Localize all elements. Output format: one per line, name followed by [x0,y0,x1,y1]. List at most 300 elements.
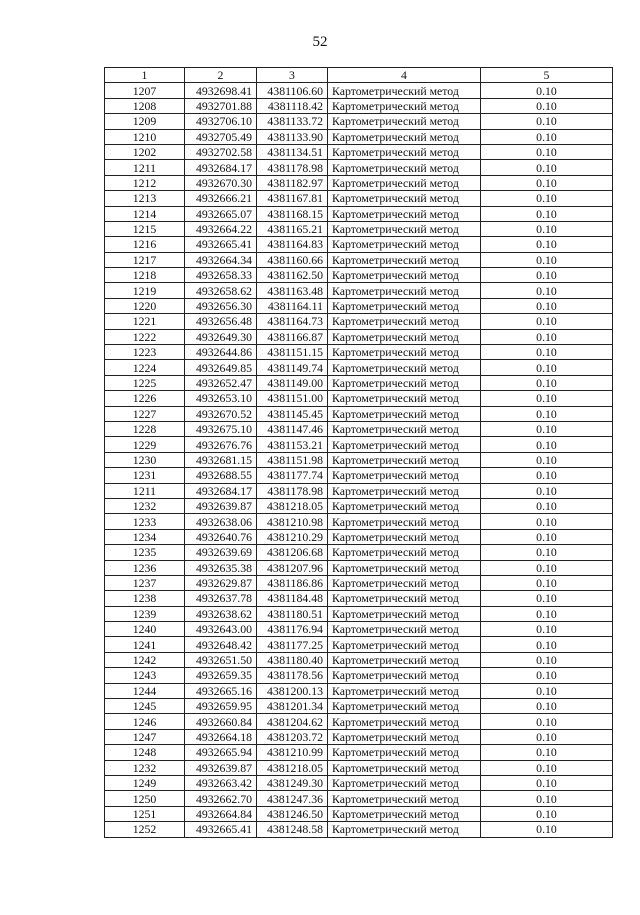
method-cell: Картометрический метод [328,729,481,744]
y-coordinate-cell: 4381180.40 [257,652,328,667]
accuracy-cell: 0.10 [481,83,613,98]
x-coordinate-cell: 4932663.42 [185,775,257,790]
method-cell: Картометрический метод [328,545,481,560]
y-coordinate-cell: 4381134.51 [257,144,328,159]
point-number-cell: 1208 [105,98,185,113]
point-number-cell: 1246 [105,714,185,729]
point-number-cell: 1235 [105,545,185,560]
y-coordinate-cell: 4381149.74 [257,360,328,375]
y-coordinate-cell: 4381178.56 [257,668,328,683]
table-row [105,175,613,190]
table-row [105,114,613,129]
y-coordinate-cell: 4381203.72 [257,729,328,744]
method-cell: Картометрический метод [328,575,481,590]
x-coordinate-cell: 4932681.15 [185,452,257,467]
x-coordinate-cell: 4932656.48 [185,314,257,329]
table-row [105,298,613,313]
x-coordinate-cell: 4932670.52 [185,406,257,421]
method-cell: Картометрический метод [328,391,481,406]
accuracy-cell: 0.10 [481,406,613,421]
method-cell: Картометрический метод [328,529,481,544]
y-coordinate-cell: 4381153.21 [257,437,328,452]
accuracy-cell: 0.10 [481,822,613,837]
method-cell: Картометрический метод [328,298,481,313]
y-coordinate-cell: 4381151.00 [257,391,328,406]
method-cell: Картометрический метод [328,437,481,452]
accuracy-cell: 0.10 [481,791,613,806]
point-number-cell: 1249 [105,775,185,790]
table-row [105,683,613,698]
point-number-cell: 1217 [105,252,185,267]
table-row [105,668,613,683]
y-coordinate-cell: 4381133.90 [257,129,328,144]
y-coordinate-cell: 4381178.98 [257,160,328,175]
table-row [105,652,613,667]
x-coordinate-cell: 4932670.30 [185,175,257,190]
y-coordinate-cell: 4381133.72 [257,114,328,129]
x-coordinate-cell: 4932664.18 [185,729,257,744]
table-row [105,529,613,544]
x-coordinate-cell: 4932665.16 [185,683,257,698]
accuracy-cell: 0.10 [481,329,613,344]
method-cell: Картометрический метод [328,114,481,129]
accuracy-cell: 0.10 [481,314,613,329]
table-row [105,745,613,760]
x-coordinate-cell: 4932706.10 [185,114,257,129]
point-number-cell: 1251 [105,806,185,821]
point-number-cell: 1240 [105,622,185,637]
accuracy-cell: 0.10 [481,760,613,775]
y-coordinate-cell: 4381248.58 [257,822,328,837]
y-coordinate-cell: 4381210.29 [257,529,328,544]
accuracy-cell: 0.10 [481,452,613,467]
method-cell: Картометрический метод [328,221,481,236]
table-row [105,160,613,175]
x-coordinate-cell: 4932649.30 [185,329,257,344]
column-header: 5 [481,68,613,83]
accuracy-cell: 0.10 [481,699,613,714]
y-coordinate-cell: 4381186.86 [257,575,328,590]
method-cell: Картометрический метод [328,791,481,806]
table-row [105,206,613,221]
method-cell: Картометрический метод [328,714,481,729]
point-number-cell: 1245 [105,699,185,714]
point-number-cell: 1243 [105,668,185,683]
x-coordinate-cell: 4932705.49 [185,129,257,144]
accuracy-cell: 0.10 [481,114,613,129]
x-coordinate-cell: 4932659.35 [185,668,257,683]
x-coordinate-cell: 4932688.55 [185,468,257,483]
table-row [105,483,613,498]
x-coordinate-cell: 4932684.17 [185,160,257,175]
y-coordinate-cell: 4381163.48 [257,283,328,298]
y-coordinate-cell: 4381207.96 [257,560,328,575]
table-row [105,806,613,821]
accuracy-cell: 0.10 [481,98,613,113]
method-cell: Картометрический метод [328,452,481,467]
table-row [105,421,613,436]
table-row [105,822,613,837]
y-coordinate-cell: 4381210.98 [257,514,328,529]
accuracy-cell: 0.10 [481,668,613,683]
y-coordinate-cell: 4381218.05 [257,760,328,775]
table-row [105,775,613,790]
point-number-cell: 1221 [105,314,185,329]
y-coordinate-cell: 4381118.42 [257,98,328,113]
y-coordinate-cell: 4381247.36 [257,791,328,806]
table-row [105,268,613,283]
column-header: 4 [328,68,481,83]
table-row [105,283,613,298]
point-number-cell: 1214 [105,206,185,221]
method-cell: Картометрический метод [328,98,481,113]
table-row [105,406,613,421]
x-coordinate-cell: 4932638.06 [185,514,257,529]
table-row [105,360,613,375]
point-number-cell: 1219 [105,283,185,298]
x-coordinate-cell: 4932665.94 [185,745,257,760]
point-number-cell: 1210 [105,129,185,144]
accuracy-cell: 0.10 [481,421,613,436]
y-coordinate-cell: 4381249.30 [257,775,328,790]
x-coordinate-cell: 4932639.87 [185,498,257,513]
y-coordinate-cell: 4381246.50 [257,806,328,821]
x-coordinate-cell: 4932664.34 [185,252,257,267]
y-coordinate-cell: 4381178.98 [257,483,328,498]
y-coordinate-cell: 4381166.87 [257,329,328,344]
method-cell: Картометрический метод [328,144,481,159]
point-number-cell: 1252 [105,822,185,837]
point-number-cell: 1228 [105,421,185,436]
method-cell: Картометрический метод [328,683,481,698]
method-cell: Картометрический метод [328,237,481,252]
accuracy-cell: 0.10 [481,545,613,560]
method-cell: Картометрический метод [328,191,481,206]
table-row [105,791,613,806]
point-number-cell: 1227 [105,406,185,421]
method-cell: Картометрический метод [328,483,481,498]
y-coordinate-cell: 4381164.11 [257,298,328,313]
method-cell: Картометрический метод [328,514,481,529]
accuracy-cell: 0.10 [481,514,613,529]
table-row [105,221,613,236]
method-cell: Картометрический метод [328,699,481,714]
method-cell: Картометрический метод [328,745,481,760]
method-cell: Картометрический метод [328,606,481,621]
x-coordinate-cell: 4932658.62 [185,283,257,298]
table-row [105,329,613,344]
method-cell: Картометрический метод [328,329,481,344]
method-cell: Картометрический метод [328,314,481,329]
point-number-cell: 1223 [105,345,185,360]
point-number-cell: 1213 [105,191,185,206]
x-coordinate-cell: 4932665.41 [185,237,257,252]
point-number-cell: 1244 [105,683,185,698]
x-coordinate-cell: 4932637.78 [185,591,257,606]
table-row [105,314,613,329]
accuracy-cell: 0.10 [481,745,613,760]
x-coordinate-cell: 4932639.87 [185,760,257,775]
y-coordinate-cell: 4381168.15 [257,206,328,221]
point-number-cell: 1211 [105,160,185,175]
accuracy-cell: 0.10 [481,437,613,452]
accuracy-cell: 0.10 [481,622,613,637]
point-number-cell: 1224 [105,360,185,375]
point-number-cell: 1207 [105,83,185,98]
y-coordinate-cell: 4381160.66 [257,252,328,267]
y-coordinate-cell: 4381182.97 [257,175,328,190]
accuracy-cell: 0.10 [481,144,613,159]
table-row [105,391,613,406]
method-cell: Картометрический метод [328,252,481,267]
accuracy-cell: 0.10 [481,283,613,298]
method-cell: Картометрический метод [328,775,481,790]
accuracy-cell: 0.10 [481,683,613,698]
method-cell: Картометрический метод [328,622,481,637]
table-row [105,714,613,729]
table-row [105,191,613,206]
point-number-cell: 1248 [105,745,185,760]
point-number-cell: 1220 [105,298,185,313]
table-row [105,545,613,560]
method-cell: Картометрический метод [328,129,481,144]
y-coordinate-cell: 4381151.15 [257,345,328,360]
y-coordinate-cell: 4381106.60 [257,83,328,98]
table-row [105,129,613,144]
method-cell: Картометрический метод [328,822,481,837]
y-coordinate-cell: 4381210.99 [257,745,328,760]
y-coordinate-cell: 4381167.81 [257,191,328,206]
table-row [105,498,613,513]
y-coordinate-cell: 4381206.68 [257,545,328,560]
method-cell: Картометрический метод [328,421,481,436]
table-row [105,760,613,775]
y-coordinate-cell: 4381184.48 [257,591,328,606]
point-number-cell: 1226 [105,391,185,406]
y-coordinate-cell: 4381180.51 [257,606,328,621]
y-coordinate-cell: 4381145.45 [257,406,328,421]
table-header-row [105,68,613,83]
table-row [105,437,613,452]
accuracy-cell: 0.10 [481,129,613,144]
x-coordinate-cell: 4932662.70 [185,791,257,806]
method-cell: Картометрический метод [328,591,481,606]
x-coordinate-cell: 4932629.87 [185,575,257,590]
table-row [105,468,613,483]
y-coordinate-cell: 4381164.83 [257,237,328,252]
accuracy-cell: 0.10 [481,237,613,252]
method-cell: Картометрический метод [328,668,481,683]
point-number-cell: 1202 [105,144,185,159]
accuracy-cell: 0.10 [481,268,613,283]
coordinates-table [104,67,613,838]
point-number-cell: 1222 [105,329,185,344]
accuracy-cell: 0.10 [481,468,613,483]
y-coordinate-cell: 4381218.05 [257,498,328,513]
method-cell: Картометрический метод [328,160,481,175]
x-coordinate-cell: 4932649.85 [185,360,257,375]
point-number-cell: 1209 [105,114,185,129]
method-cell: Картометрический метод [328,560,481,575]
table-row [105,514,613,529]
x-coordinate-cell: 4932698.41 [185,83,257,98]
accuracy-cell: 0.10 [481,652,613,667]
y-coordinate-cell: 4381151.98 [257,452,328,467]
table-row [105,345,613,360]
x-coordinate-cell: 4932643.00 [185,622,257,637]
point-number-cell: 1238 [105,591,185,606]
accuracy-cell: 0.10 [481,252,613,267]
table-body [105,83,613,837]
x-coordinate-cell: 4932644.86 [185,345,257,360]
method-cell: Картометрический метод [328,206,481,221]
point-number-cell: 1232 [105,760,185,775]
x-coordinate-cell: 4932665.41 [185,822,257,837]
x-coordinate-cell: 4932675.10 [185,421,257,436]
page-number: 52 [312,34,328,50]
method-cell: Картометрический метод [328,652,481,667]
accuracy-cell: 0.10 [481,360,613,375]
column-header: 2 [185,68,257,83]
y-coordinate-cell: 4381176.94 [257,622,328,637]
x-coordinate-cell: 4932652.47 [185,375,257,390]
accuracy-cell: 0.10 [481,560,613,575]
point-number-cell: 1212 [105,175,185,190]
x-coordinate-cell: 4932664.22 [185,221,257,236]
table-row [105,591,613,606]
accuracy-cell: 0.10 [481,191,613,206]
point-number-cell: 1247 [105,729,185,744]
method-cell: Картометрический метод [328,406,481,421]
method-cell: Картометрический метод [328,375,481,390]
x-coordinate-cell: 4932639.69 [185,545,257,560]
accuracy-cell: 0.10 [481,206,613,221]
accuracy-cell: 0.10 [481,298,613,313]
method-cell: Картометрический метод [328,760,481,775]
method-cell: Картометрический метод [328,498,481,513]
table-row [105,575,613,590]
x-coordinate-cell: 4932665.07 [185,206,257,221]
accuracy-cell: 0.10 [481,729,613,744]
y-coordinate-cell: 4381149.00 [257,375,328,390]
accuracy-cell: 0.10 [481,175,613,190]
method-cell: Картометрический метод [328,637,481,652]
point-number-cell: 1215 [105,221,185,236]
method-cell: Картометрический метод [328,468,481,483]
point-number-cell: 1236 [105,560,185,575]
y-coordinate-cell: 4381201.34 [257,699,328,714]
accuracy-cell: 0.10 [481,606,613,621]
point-number-cell: 1211 [105,483,185,498]
point-number-cell: 1241 [105,637,185,652]
accuracy-cell: 0.10 [481,498,613,513]
y-coordinate-cell: 4381164.73 [257,314,328,329]
y-coordinate-cell: 4381177.25 [257,637,328,652]
method-cell: Картометрический метод [328,360,481,375]
accuracy-cell: 0.10 [481,775,613,790]
table-row [105,699,613,714]
accuracy-cell: 0.10 [481,160,613,175]
x-coordinate-cell: 4932638.62 [185,606,257,621]
y-coordinate-cell: 4381162.50 [257,268,328,283]
y-coordinate-cell: 4381165.21 [257,221,328,236]
table-row [105,237,613,252]
x-coordinate-cell: 4932702.58 [185,144,257,159]
x-coordinate-cell: 4932664.84 [185,806,257,821]
x-coordinate-cell: 4932640.76 [185,529,257,544]
method-cell: Картометрический метод [328,268,481,283]
point-number-cell: 1230 [105,452,185,467]
column-header: 1 [105,68,185,83]
accuracy-cell: 0.10 [481,391,613,406]
point-number-cell: 1237 [105,575,185,590]
table-row [105,83,613,98]
accuracy-cell: 0.10 [481,221,613,236]
table-row [105,144,613,159]
column-header: 3 [257,68,328,83]
point-number-cell: 1233 [105,514,185,529]
table-row [105,252,613,267]
x-coordinate-cell: 4932635.38 [185,560,257,575]
x-coordinate-cell: 4932659.95 [185,699,257,714]
method-cell: Картометрический метод [328,175,481,190]
method-cell: Картометрический метод [328,283,481,298]
accuracy-cell: 0.10 [481,483,613,498]
method-cell: Картометрический метод [328,83,481,98]
point-number-cell: 1234 [105,529,185,544]
table-row [105,452,613,467]
table-row [105,729,613,744]
accuracy-cell: 0.10 [481,375,613,390]
table-row [105,637,613,652]
accuracy-cell: 0.10 [481,637,613,652]
accuracy-cell: 0.10 [481,575,613,590]
point-number-cell: 1229 [105,437,185,452]
point-number-cell: 1239 [105,606,185,621]
accuracy-cell: 0.10 [481,714,613,729]
x-coordinate-cell: 4932658.33 [185,268,257,283]
x-coordinate-cell: 4932666.21 [185,191,257,206]
x-coordinate-cell: 4932676.76 [185,437,257,452]
table-row [105,560,613,575]
table-row [105,375,613,390]
y-coordinate-cell: 4381204.62 [257,714,328,729]
accuracy-cell: 0.10 [481,529,613,544]
y-coordinate-cell: 4381177.74 [257,468,328,483]
point-number-cell: 1225 [105,375,185,390]
x-coordinate-cell: 4932653.10 [185,391,257,406]
y-coordinate-cell: 4381200.13 [257,683,328,698]
point-number-cell: 1250 [105,791,185,806]
x-coordinate-cell: 4932648.42 [185,637,257,652]
point-number-cell: 1218 [105,268,185,283]
point-number-cell: 1232 [105,498,185,513]
accuracy-cell: 0.10 [481,345,613,360]
accuracy-cell: 0.10 [481,806,613,821]
table-row [105,622,613,637]
point-number-cell: 1231 [105,468,185,483]
x-coordinate-cell: 4932651.50 [185,652,257,667]
point-number-cell: 1216 [105,237,185,252]
x-coordinate-cell: 4932660.84 [185,714,257,729]
table-row [105,98,613,113]
x-coordinate-cell: 4932701.88 [185,98,257,113]
x-coordinate-cell: 4932684.17 [185,483,257,498]
accuracy-cell: 0.10 [481,591,613,606]
table-row [105,606,613,621]
y-coordinate-cell: 4381147.46 [257,421,328,436]
method-cell: Картометрический метод [328,806,481,821]
